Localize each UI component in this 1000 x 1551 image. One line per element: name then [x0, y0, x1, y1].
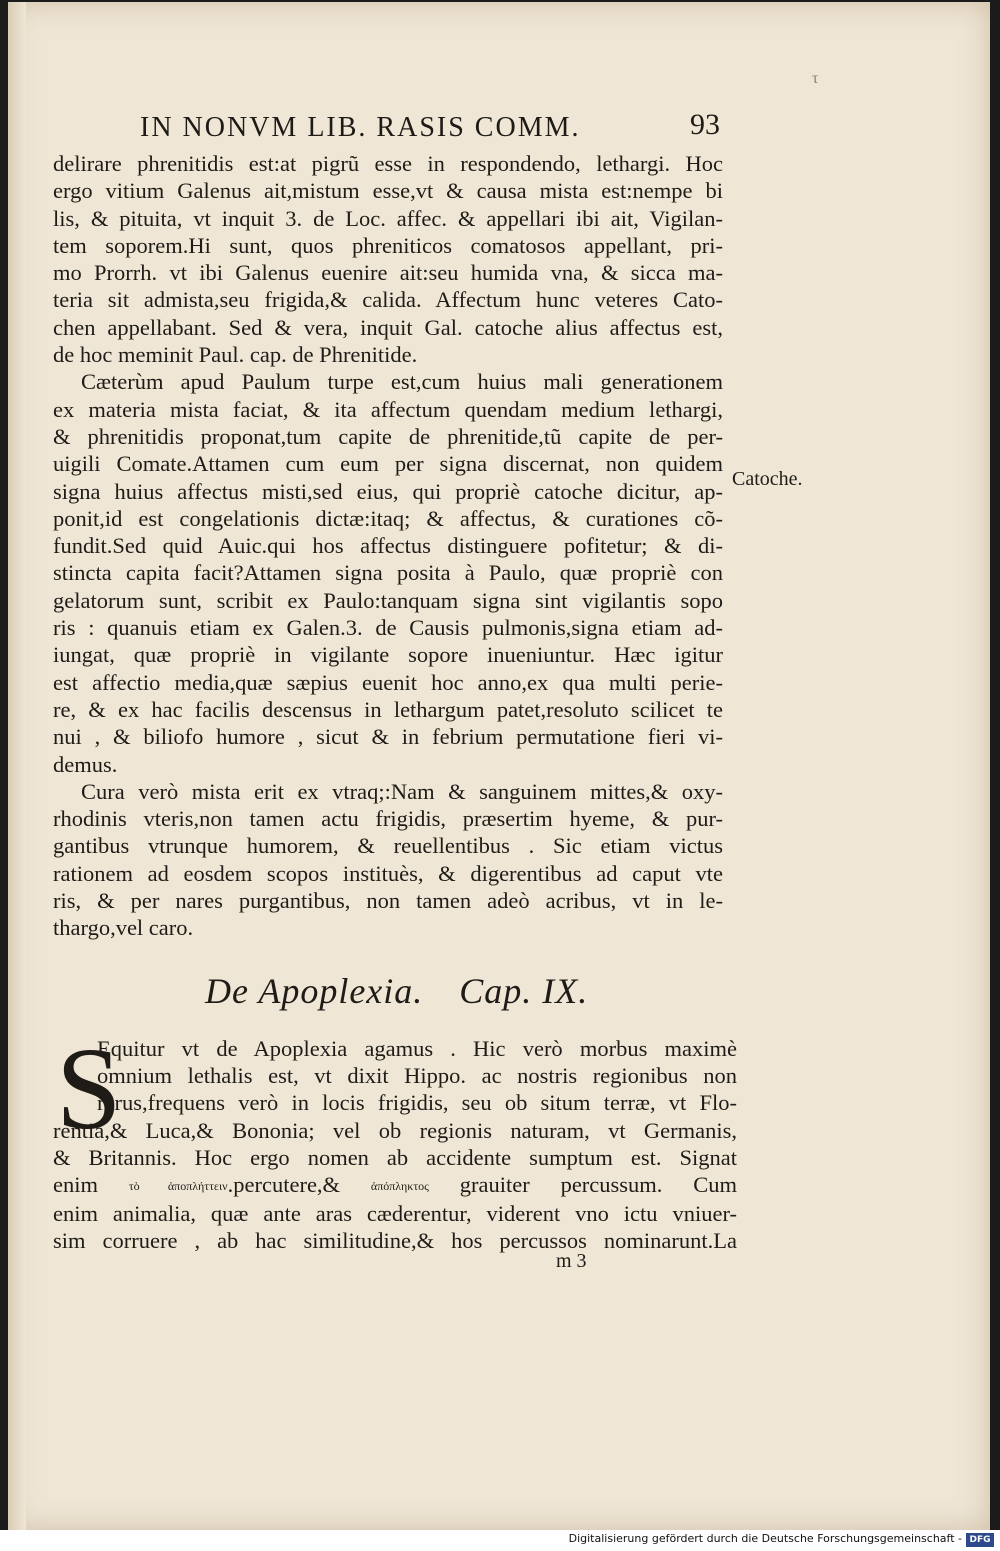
text-line: re, & ex hac facilis descensus in lethargum patet,resoluto scilicet te — [53, 696, 723, 722]
chapter-text — [53, 1035, 738, 1255]
text-line: ponit,id est congelationis dictæ:itaq; & affectus, & curationes cõ- — [53, 505, 723, 531]
margin-note: Catoche. — [732, 468, 803, 490]
text-line: iungat, quæ propriè in vigilante sopore inueniuntur. Hæc igitur — [53, 642, 723, 668]
page-number: 93 — [690, 108, 720, 141]
text-line: est affectio media,quæ sæpius euenit hoc anno,ex qua multi perie- — [53, 669, 723, 695]
text-line: fundit.Sed quid Auic.qui hos affectus distinguere pofitetur; & di- — [53, 533, 723, 559]
page-gutter-shadow — [8, 2, 26, 1530]
text-line: mo Prorrh. vt ibi Galenus euenire ait:seu humida vna, & sicca ma- — [53, 260, 723, 286]
text-line: rhodinis vteris,non tamen actu frigidis, præsertim hyeme, & pur- — [53, 806, 723, 832]
text-line: demus. — [53, 751, 118, 777]
text-line: ergo vitium Galenus ait,mistum esse,vt & causa mista est:nempe bi — [53, 178, 723, 204]
text-line: de hoc meminit Paul. cap. de Phrenitide. — [53, 342, 418, 368]
chapter-title-number: Cap. IX. — [459, 971, 589, 1011]
paragraph — [53, 368, 723, 777]
text-line: delirare phrenitidis est:at pigrũ esse in respondendo, lethargi. Hoc — [53, 151, 723, 176]
funding-credit: Digitalisierung gefördert durch die Deutsche Forschungsgemeinschaft - — [568, 1532, 962, 1545]
chapter-line: sim corruere , ab hac similitudine,& hos percussos nominarunt.La — [53, 1228, 737, 1254]
chapter-line: Equitur vt de Apoplexia agamus . Hic verò morbus maximè — [97, 1036, 737, 1061]
drop-capital: S — [56, 1023, 122, 1154]
text-line: nui , & biliofo humore , sicut & in febrium permutatione fieri vi- — [53, 724, 723, 750]
text-line: tem soporem.Hi sunt, quos phreniticos comatosos appellant, pri- — [53, 232, 723, 258]
footer-bar — [0, 1530, 1000, 1551]
text-line: Cæterùm apud Paulum turpe est,cum huius mali generationem — [81, 369, 723, 395]
text-line: gelatorum sunt, scribit ex Paulo:tanquam signa sint vigilantis sopo — [53, 587, 723, 613]
text-fragment: enim — [53, 1172, 98, 1198]
chapter-title-name: De Apoplexia. — [205, 971, 424, 1011]
text-line: teria sit admista,seu frigida,& calida. Affectum hunc veteres Cato- — [53, 287, 723, 313]
text-line: thargo,vel caro. — [53, 915, 194, 941]
text-line: ris, & per nares purgantibus, non tamen adeò acribus, vt in le- — [53, 888, 723, 914]
text-line: rationem ad eosdem scopos instituès, & digerentibus ad caput vte — [53, 860, 723, 886]
running-title: IN NONVM LIB. RASIS COMM. — [140, 112, 581, 143]
text-line: ris : quanuis etiam ex Galen.3. de Causis pulmonis,signa etiam ad- — [53, 615, 723, 641]
chapter-line: enim animalia, quæ ante aras cæderentur, viderent vno ictu vniuer- — [53, 1201, 737, 1227]
chapter-line: & Britannis. Hoc ergo nomen ab accidente sumptum est. Signat — [53, 1144, 737, 1170]
text-fragment: .percutere,& — [227, 1172, 341, 1198]
text-line: & phrenitidis proponat,tum capite de phrenitide,tũ capite de per- — [53, 423, 723, 449]
text-line: lis, & pituita, vt inquit 3. de Loc. affec. & appellari ibi ait, Vigilan- — [53, 205, 723, 231]
greek-word: ἀπόπληκτος — [370, 1179, 429, 1194]
chapter-line: omnium lethalis est, vt dixit Hippo. ac nostris regionibus non — [97, 1063, 737, 1089]
body-text — [53, 150, 723, 942]
text-line: ex materia mista faciat, & ita affectum quendam medium lethargi, — [53, 396, 723, 422]
text-line: gantibus vtrunque humorem, & reuellentibus . Sic etiam victus — [53, 833, 723, 859]
text-line: uigili Comate.Attamen cum eum per signa discernat, non quidem — [53, 451, 723, 477]
text-fragment: grauiter percussum. Cum — [459, 1172, 738, 1198]
paragraph — [53, 150, 723, 368]
chapter-line-greek — [53, 1171, 737, 1200]
dfg-logo-icon: DFG — [966, 1533, 994, 1547]
chapter-line: rarus,frequens verò in locis frigidis, seu ob situm terræ, vt Flo- — [97, 1090, 737, 1116]
text-line: chen appellabant. Sed & vera, inquit Gal. catoche alius affectus est, — [53, 314, 723, 340]
paragraph — [53, 778, 723, 942]
chapter-title — [205, 970, 624, 1012]
signature-mark: m 3 — [556, 1250, 587, 1272]
text-line: signa huius affectus misti,sed eius, qui propriè catoche dicitur, ap- — [53, 478, 723, 504]
chapter-line: rentia,& Luca,& Bononia; vel ob regionis naturam, vt Germanis, — [53, 1117, 737, 1143]
greek-word: τὸ ἀποπλήττειν — [128, 1179, 228, 1194]
text-line: stincta capita facit?Attamen signa posita à Paulo, quæ propriè con — [53, 560, 723, 586]
text-line: Cura verò mista erit ex vtraq;:Nam & sanguinem mittes,& oxy- — [81, 778, 723, 804]
corner-mark: τ — [812, 70, 819, 87]
